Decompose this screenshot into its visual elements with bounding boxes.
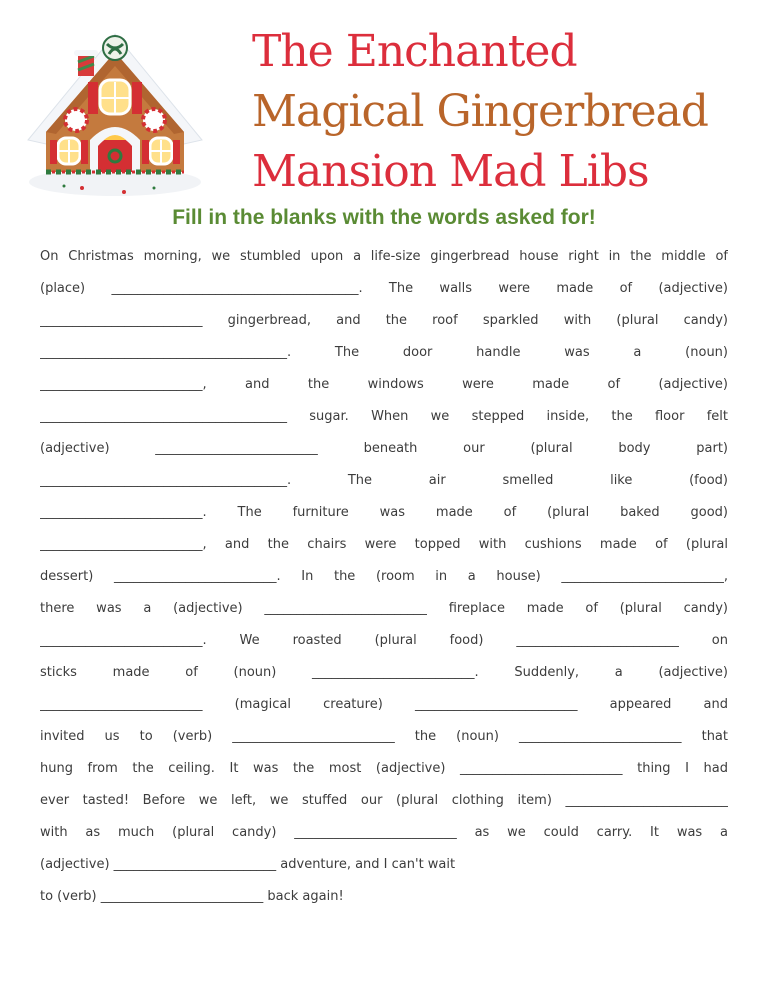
story-line: _________________________ (magical creature) _________________________ appeared and xyxy=(40,697,728,712)
page-title xyxy=(252,22,762,202)
title-line-1: The Enchanted xyxy=(252,26,577,77)
story-line: (adjective) _________________________ beneath our (plural body part) xyxy=(40,441,728,456)
story-line: _________________________ gingerbread, and the roof sparkled with (plural candy) xyxy=(40,313,728,328)
title-line-2: Magical Gingerbread xyxy=(252,86,708,137)
story-line: ______________________________________. The door handle was a (noun) xyxy=(40,345,728,360)
gingerbread-house-icon xyxy=(24,22,206,200)
story-line: (adjective) _________________________ adventure, and I can't wait xyxy=(40,857,456,872)
story-line: with as much (plural candy) _________________________ as we could carry. It was a xyxy=(40,825,728,840)
story-line: ______________________________________ sugar. When we stepped inside, the floor felt xyxy=(40,409,728,424)
story-line: _________________________. We roasted (plural food) _________________________ on xyxy=(40,633,728,648)
mad-libs-story xyxy=(40,241,728,913)
story-line: dessert) _________________________. In the (room in a house) _________________________, xyxy=(40,569,728,584)
story-line: ______________________________________. The air smelled like (food) xyxy=(40,473,728,488)
instructions-subtitle: Fill in the blanks with the words asked for! xyxy=(172,206,596,229)
story-line: there was a (adjective) _________________________ fireplace made of (plural candy) xyxy=(40,601,728,616)
story-line: to (verb) _________________________ back again! xyxy=(40,889,344,904)
story-line: (place) ______________________________________. The walls were made of (adjective) xyxy=(40,281,728,296)
story-line: _________________________. The furniture was made of (plural baked good) xyxy=(40,505,728,520)
story-line: _________________________, and the windows were made of (adjective) xyxy=(40,377,728,392)
story-line: _________________________, and the chairs were topped with cushions made of (plural xyxy=(40,537,728,552)
story-line: invited us to (verb) _________________________ the (noun) _________________________ that xyxy=(40,729,728,744)
story-line: sticks made of (noun) _________________________. Suddenly, a (adjective) xyxy=(40,665,728,680)
story-line: On Christmas morning, we stumbled upon a life-size gingerbread house right in the middle of xyxy=(40,249,728,264)
story-line: ever tasted! Before we left, we stuffed our (plural clothing item) _________________________ xyxy=(40,793,728,808)
story-line: hung from the ceiling. It was the most (adjective) _________________________ thing I had xyxy=(40,761,728,776)
title-line-3: Mansion Mad Libs xyxy=(252,146,649,197)
